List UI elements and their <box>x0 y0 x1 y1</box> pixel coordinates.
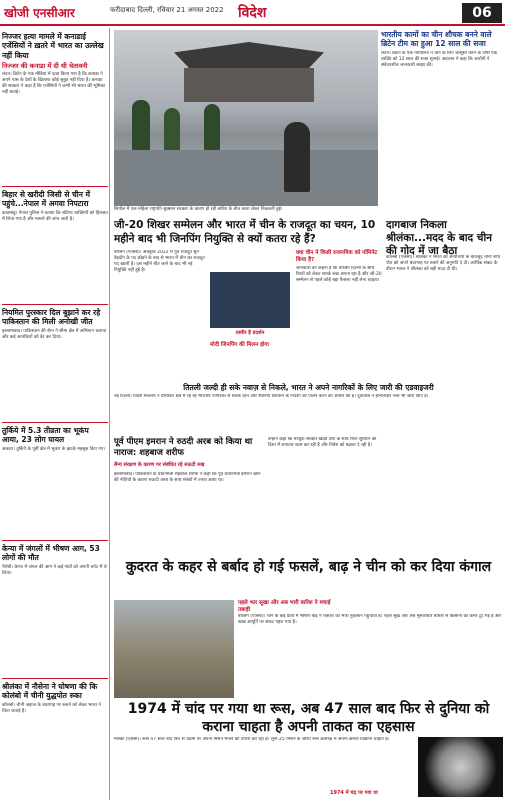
divider <box>2 186 108 187</box>
dateline: फरीदाबाद दिल्ली, रविवार 21 अगस्त 2022 <box>110 6 224 14</box>
pakistan-body: इस्लामाबाद। पाकिस्तान के प्रधानमंत्री शहबाज शरीफ ने कहा कि पूर्व प्रधानमंत्री इमरान खान की नीतियों के कारण सऊदी अरब के साथ संबंधों में तनाव आया था। <box>114 472 261 484</box>
divider <box>2 540 108 541</box>
palace-roof <box>174 42 324 68</box>
left-story-1-headline: निज्जर हत्या मामले में कनाडाई एजेंसियों ने ख़तरे में भारत का उल्लेख नहीं किया <box>2 32 104 60</box>
left-story-4-body: अंकारा। तुर्किये के पूर्वी क्षेत्र में भूकंप के झटके महसूस किए गए। <box>2 446 106 452</box>
g20-inset-label: तस्वीर है प्रदर्शन <box>235 330 265 336</box>
g20-headline: जी-20 शिखर सम्मेलन और भारत में चीन के राजदूत का चयन, 10 महीने बाद भी जिनपिंग नियुक्ति से क्यों कतरा रहे हैं? <box>114 219 376 245</box>
g20-subhead-1: क्या चीन ने किसी राजनयिक को नॉमिनेट किया है? <box>296 250 378 264</box>
g20-col-3: जानकारों का कहना है कि बीजिंग दिल्ली के साथ रिश्तों को लेकर सतर्क रुख अपना रहा है और जी-20 सम्मेलन से पहले कोई बड़ा फैसला नहीं लेना चाहता। <box>296 266 382 284</box>
left-story-6-body: कोलंबो। चीनी जहाज के बंदरगाह पर रुकने को लेकर भारत ने चिंता जताई है। <box>2 702 101 714</box>
right-top-body: लंदन। ब्रिटेन के एक न्यायालय ने चीन के लिए जासूसी करने के दोषी एक व्यक्ति को 12 साल की सजा सुनाई। अदालत ने कहा कि आरोपी ने संवेदनशील जानकारी साझा की। <box>381 50 498 68</box>
g20-inset-photo <box>210 272 290 328</box>
srilanka-body: कोलंबो (एजेंसी)। श्रीलंका ने भारत की आपत्तियों के बावजूद चीनी शोध पोत को अपने बंदरगाह पर रुकने की अनुमति दे दी। आर्थिक संकट के दौरान भारत ने श्रीलंका को बड़ी मदद दी थी। <box>386 255 501 273</box>
china-flood-headline: कुदरत के कहर से बर्बाद हो गई फसलें, बाढ़ ने चीन को कर दिया कंगाल <box>125 559 492 575</box>
left-story-1 <box>2 32 108 182</box>
right-top-headline: भारतीय कामों का चीन शौचक बनने वाले ब्रिटेन टीम का हुआ 12 साल की सजा <box>381 30 492 49</box>
left-story-6 <box>2 682 108 794</box>
pakistan-body-continued: उन्होंने कहा कि मौजूदा सरकार खाड़ी देशों के साथ रिश्ते सुधारने की दिशा में लगातार काम कर रही है और निवेश को बढ़ावा दे रही है। <box>268 437 377 449</box>
moon-subhead: 1974 में चंद्र पर गया था <box>330 790 378 796</box>
g20-subhead-2: मोदी जिनपिंग की मिलन होगा <box>210 342 269 348</box>
left-story-2 <box>2 190 108 300</box>
section-title: विदेश <box>238 5 267 21</box>
left-story-3 <box>2 308 108 418</box>
divider <box>2 678 108 679</box>
advisory-headline: तितली जल्दी ही सके नवाज़ से निकले, भारत ने अपने नागरिकों के लिए जारी की एडवाइजरी <box>183 383 434 392</box>
left-story-4 <box>2 426 108 536</box>
left-story-5-headline: केन्या में जंगलों में भीषण आग, 53 लोगों की मौत <box>2 544 100 563</box>
left-story-3-headline: नियमित पुरस्कार दिल बुझाने कर रहे पाकिस्तान की मिली अनोखी जीत <box>2 308 101 327</box>
advisory-body: नई दिल्ली। विदेश मंत्रालय ने प्रभावित क्षेत्र में रह रहे भारतीय नागरिकों से सतर्क रहने और स्थानीय प्रशासन के निर्देशों का पालन करने की अपील की है। दूतावास ने हेल्पलाइन नंबर भी जारी किए हैं। <box>114 394 429 399</box>
left-story-5 <box>2 544 108 674</box>
divider <box>2 422 108 423</box>
moon-body: मॉस्को (एजेंसी)। रूस 47 साल बाद फिर से चंद्रमा पर अपना मिशन भेजने की तैयारी कर रहा है। लूना-25 मिशन के जरिए रूस अंतरिक्ष में अपनी क्षमता दिखाना चाहता है। <box>114 737 390 742</box>
left-story-1-body: लंदन। ब्रिटेन के एक मीडिया में दावा किया गया है कि कनाडा ने अपने पास के देशों के खिलाफ कोई सुबूत नहीं दिया है। कनाडा की सरकार ने कहा है कि एजेंसियों ने कभी भी भारत की भूमिका नहीं बताई। <box>2 72 106 96</box>
left-story-2-body: काठमांडू। नेपाल पुलिस ने बताया कि संदिग्ध व्यक्तियों को हिरासत में लिया गया है और मामले की जांच जारी है। <box>2 210 108 222</box>
brand-logo: खोजी एनसीआर <box>4 6 75 20</box>
srilanka-headline: दागबाज निकला श्रीलंका...मदद के बाद चीन की गोद में जा बैठा <box>386 219 492 258</box>
flood-water <box>114 150 378 206</box>
top-news-photo <box>114 30 378 206</box>
page-header <box>0 0 505 26</box>
page-number: 06 <box>462 3 502 23</box>
china-flood-subhead: पहले भार सूखा और अब भारी बारिश ने मचाई तबाही <box>238 600 331 614</box>
left-story-1-subhead: निज्जर की कनाडा में दी थी चेतावनी <box>2 62 88 71</box>
right-top-story <box>381 30 503 215</box>
left-story-4-headline: तुर्किये में 5.3 तीव्रता का भूकंप आया, 23 लोग घायल <box>2 426 89 445</box>
china-flood-photo <box>114 600 234 698</box>
g20-story <box>114 250 382 380</box>
moon-photo <box>418 737 503 797</box>
left-story-2-headline: बिहार से खरीदी जिसी से चीन में पहुंचे...नेपाल में अगवा निपटारा <box>2 190 90 209</box>
moon-headline: 1974 में चांद पर गया था रूस, अब 47 साल बाद फिर से दुनिया को कराना चाहता है अपनी ताकत का एहसास <box>127 701 490 736</box>
divider <box>2 304 108 305</box>
left-story-5-body: नैरोबी। केन्या में जंगल की आग ने कई गांवों को अपनी चपेट में ले लिया। <box>2 564 107 576</box>
pakistan-headline: पूर्व पीएम इमरान ने रुठदी अरब को किया था नाराज: शहबाज शरीफ <box>114 437 253 459</box>
photo-caption: सियोल में एक महिला राष्ट्रपति सुक्सान सरकार के कारण हो रही बारिश के बीच छाता लेकर निकलती हुई। <box>114 207 283 212</box>
person-figure <box>284 122 310 192</box>
g20-col-1: बीजिंग (एजेंसी)। अक्तूबर 2022 में पूर्व राजदूत सुन वेइदोंग के पद छोड़ने के बाद से भारत में चीन का राजदूत पद खाली है। दस महीने बीत जाने के बाद भी नई नियुक्ति नहीं हुई है। <box>114 250 205 274</box>
pakistan-subhead: सैन्य संरक्षण के कारण पर संबंधित रहे सऊदी रुख <box>114 462 205 468</box>
left-story-6-headline: श्रीलंका में नौसेना ने घोषणा की कि कोलंबो में चीनी युद्धपोत रुका <box>2 682 98 701</box>
palace-wall <box>184 68 314 102</box>
left-column <box>0 28 110 800</box>
left-story-3-body: इस्लामाबाद। पाकिस्तान की सेना ने सीमा क्षेत्र में अभियान चलाया और कई आतंकियों को ढेर कर दिया। <box>2 328 107 340</box>
china-flood-body: बीजिंग (एजेंसी)। चीन के कई प्रांतों में भीषण बाढ़ ने फसलों को भारी नुकसान पहुंचाया है। पहले सूखे और अब मूसलाधार बारिश से किसानों की कमर टूट गई है और खाद्य आपूर्ति पर संकट गहरा गया है। <box>238 614 502 626</box>
